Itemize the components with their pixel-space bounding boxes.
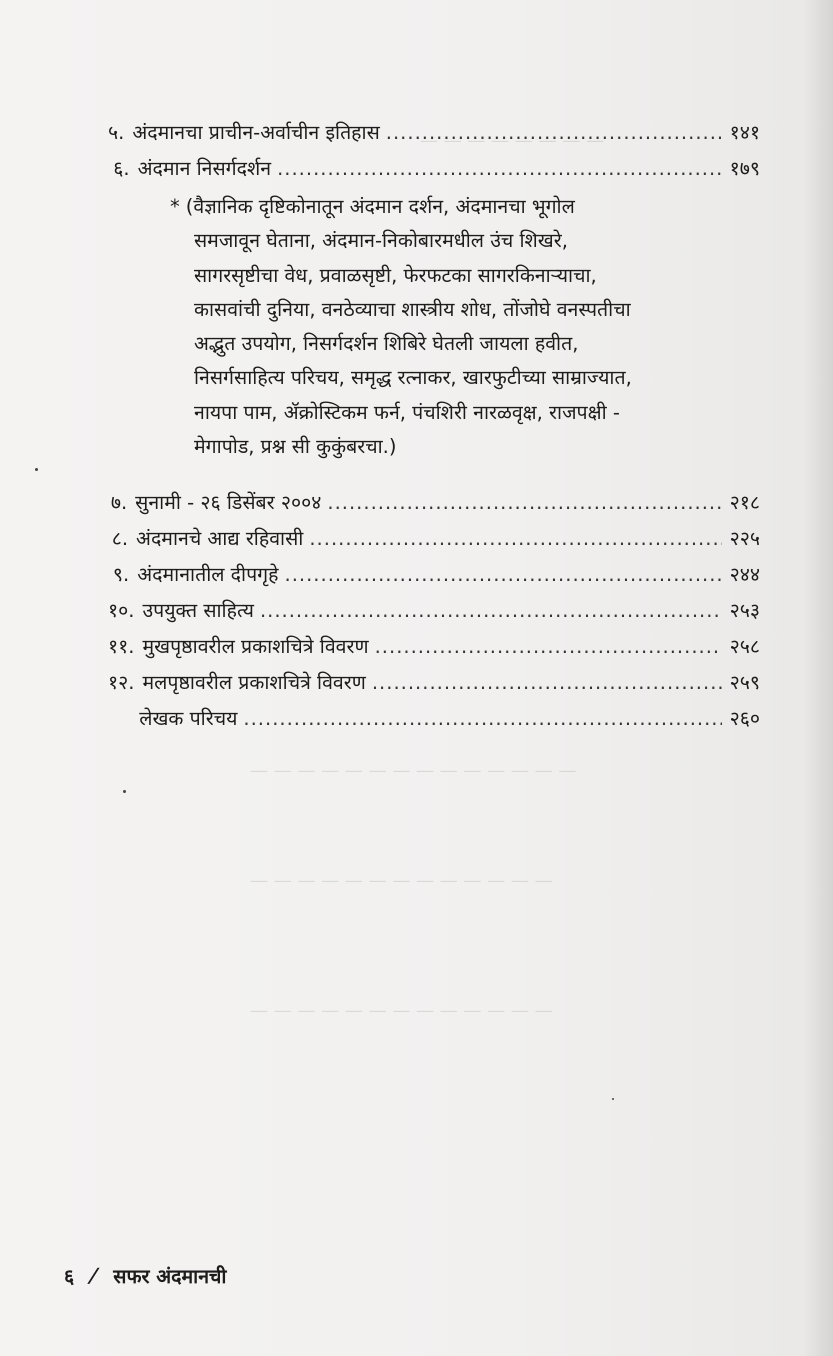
dot-leader	[327, 486, 721, 520]
toc-entry-number: ९.	[112, 563, 130, 586]
toc-entry-title: मलपृष्ठावरील प्रकाशचित्रे विवरण	[142, 671, 366, 694]
asterisk-marker: *	[170, 195, 180, 218]
toc-entry[interactable]	[108, 702, 760, 736]
subtopic-line: * (वैज्ञानिक दृष्टिकोनातून अंदमान दर्शन, अंदमानचा भूगोल	[170, 190, 776, 224]
dot-leader	[277, 152, 722, 186]
dot-leader	[386, 116, 722, 150]
toc-entry-number: ६.	[113, 157, 130, 180]
bleed-through: — — — — — — — — — — — — —	[250, 1000, 553, 1021]
toc-entry[interactable]	[108, 594, 760, 628]
page-number: ६	[64, 1265, 75, 1288]
toc-entry-page: १७९	[729, 157, 760, 180]
subtopic-line: नायपा पाम, ॲक्रोस्टिकम फर्न, पंचशिरी नारळवृक्ष, राजपक्षी -	[194, 400, 620, 424]
toc-entry[interactable]	[108, 152, 760, 186]
footer-separator: /	[86, 1264, 102, 1287]
paper-speck	[123, 790, 126, 793]
toc-entry[interactable]	[108, 116, 760, 150]
subtopic-line: मेगापोड, प्रश्न सी कुकुंबरचा.)	[194, 435, 397, 459]
toc-entry-page: २५९	[729, 671, 760, 694]
paper-speck	[612, 1098, 614, 1100]
subtopic-line: निसर्गसाहित्य परिचय, समृद्ध रत्नाकर, खारफुटीच्या साम्राज्यात,	[194, 366, 632, 390]
page-footer	[64, 1262, 226, 1289]
running-title: सफर अंदमानची	[113, 1265, 227, 1288]
toc-entry-number: ११.	[108, 635, 135, 658]
toc-entry-number: ८.	[111, 527, 129, 550]
toc-entry-page: २५८	[729, 635, 760, 658]
chapter-subtopics	[170, 190, 776, 464]
toc-entry-title: लेखक परिचय	[139, 707, 238, 730]
dot-leader	[375, 630, 722, 664]
paper-speck	[35, 468, 38, 471]
toc-entry-number: १२.	[108, 671, 135, 694]
toc-entry-title: उपयुक्त साहित्य	[142, 599, 254, 622]
toc-entry-title: अंदमानातील दीपगृहे	[137, 563, 279, 586]
page-edge-shadow	[803, 0, 833, 1356]
subtopic-line: समजावून घेताना, अंदमान-निकोबारमधील उंच शिखरे,	[194, 229, 568, 253]
toc-entry-number: ७.	[110, 491, 128, 514]
toc-entry[interactable]	[108, 666, 760, 700]
dot-leader	[243, 702, 721, 736]
bleed-through: — — — — — — — — — — — — —	[250, 870, 553, 891]
subtopic-line: कासवांची दुनिया, वनठेव्याचा शास्त्रीय शोध, तोंजोघे वनस्पतीचा	[194, 297, 631, 321]
toc-entry[interactable]	[108, 486, 760, 520]
subtopic-line: सागरसृष्टीचा वेध, प्रवाळसृष्टी, फेरफटका सागरकिनाऱ्याचा,	[194, 263, 597, 287]
toc-entry[interactable]	[108, 558, 760, 592]
toc-entry-title: अंदमानचे आद्य रहिवासी	[136, 527, 304, 550]
toc-entry-page: २६०	[729, 707, 760, 730]
bleed-through: — — — — — — — — — — — — — —	[250, 760, 577, 781]
toc-entry-number: १०.	[108, 599, 135, 622]
toc-entry[interactable]	[108, 630, 760, 664]
toc-entry-page: २१८	[729, 491, 760, 514]
dot-leader	[285, 558, 722, 592]
toc-entry-page: २२५	[729, 527, 760, 550]
toc-entry-number: ५.	[108, 121, 125, 144]
toc-entry[interactable]	[108, 522, 760, 556]
toc-entry-title: सुनामी - २६ डिसेंबर २००४	[135, 491, 322, 514]
toc-entry-page: २५३	[729, 599, 760, 622]
toc-entry-page: २४४	[729, 563, 760, 586]
dot-leader	[372, 666, 722, 700]
toc-entry-title: अंदमान निसर्गदर्शन	[137, 157, 272, 180]
toc-entry-page: १४१	[729, 121, 760, 144]
bleed-through: — — — — — — — —	[420, 130, 605, 151]
toc-entry-title: मुखपृष्ठावरील प्रकाशचित्रे विवरण	[142, 635, 369, 658]
dot-leader	[260, 594, 722, 628]
subtopic-line: अद्भुत उपयोग, निसर्गदर्शन शिबिरे घेतली जायला हवीत,	[194, 332, 579, 356]
toc-entry-title: अंदमानचा प्राचीन-अर्वाचीन इतिहास	[132, 121, 380, 144]
dot-leader	[309, 522, 721, 556]
